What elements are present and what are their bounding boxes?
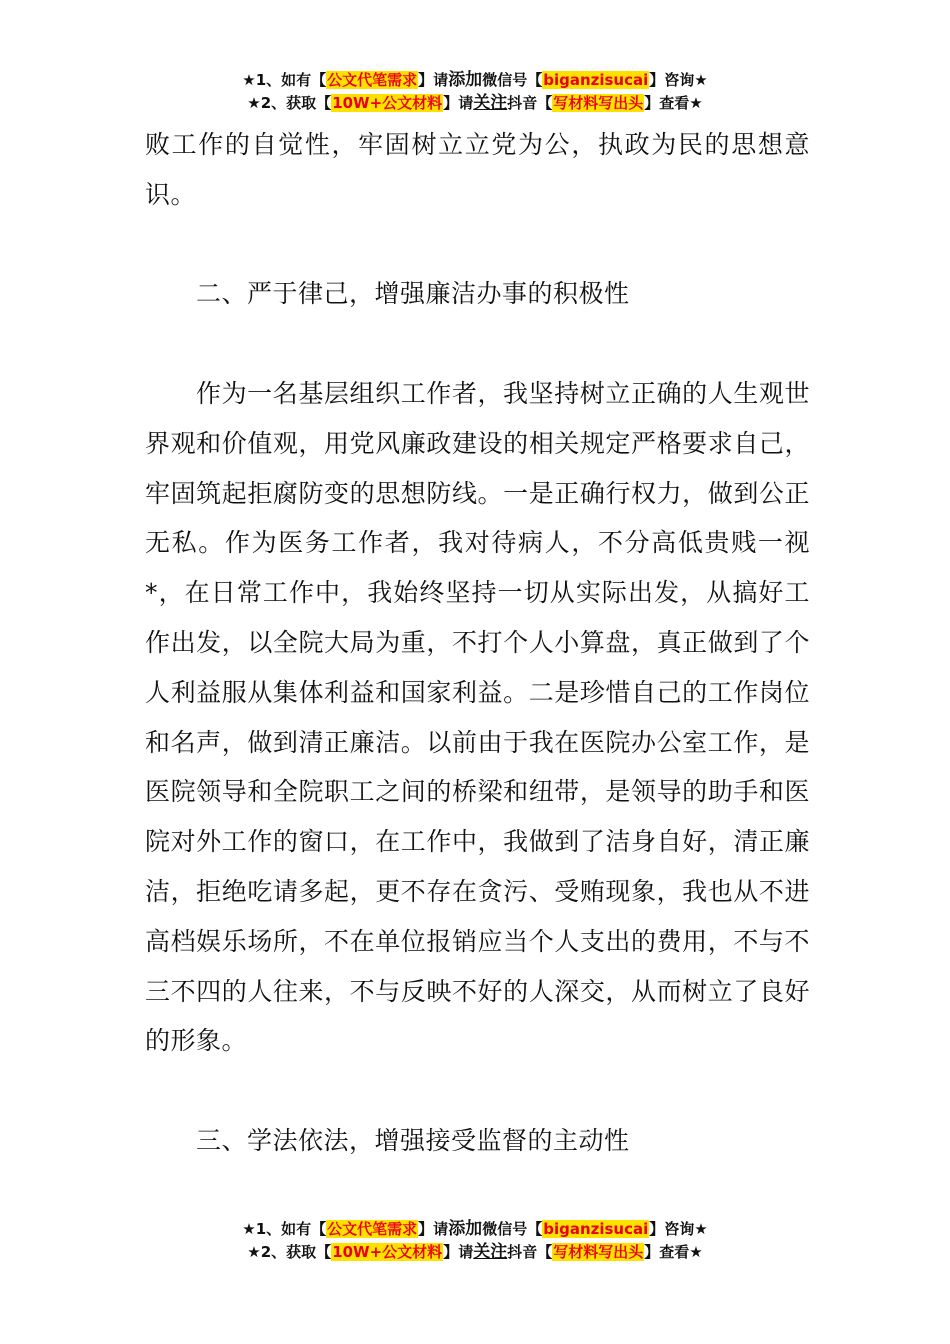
- banner-text: 抖音【: [507, 94, 553, 112]
- banner-text: 】查看★: [644, 94, 703, 112]
- banner-text: 】咨询★: [649, 71, 708, 89]
- banner-text: 微信号【: [482, 1220, 543, 1238]
- paragraph-spacer: [145, 220, 810, 270]
- banner-text: 】请: [418, 1220, 449, 1238]
- banner-line-1: [0, 1218, 950, 1241]
- banner-text: ★2、获取【: [247, 1243, 332, 1261]
- body-paragraph: 作为一名基层组织工作者，我坚持树立正确的人生观世界观和价值观，用党风廉政建设的相关规定严格要求自己，牢固筑起拒腐防变的思想防线。一是正确行权力，做到公正无私。作为医务工作者，我对待病人，不分高低贵贱一视*，在日常工作中，我始终坚持一切从实际出发，从搞好工作出发，以全院大局为重，不打个人小算盘，真正做到了个人利益服从集体利益和国家利益。二是珍惜自己的工作岗位和名声，做到清正廉洁。以前由于我在医院办公室工作，是医院领导和全院职工之间的桥梁和纽带，是领导的助手和医院对外工作的窗口，在工作中，我做到了洁身自好，清正廉洁，拒绝吃请多起，更不存在贪污、受贿现象，我也从不进高档娱乐场所，不在单位报销应当个人支出的费用，不与不三不四的人往来，不与反映不好的人深交，从而树立了良好的形象。: [145, 378, 810, 1056]
- banner-highlight: 写材料写出头: [553, 1243, 644, 1261]
- banner-highlight: 公文代笔需求: [327, 71, 418, 89]
- banner-text: 】请: [443, 94, 474, 112]
- paragraph-spacer: [145, 1066, 810, 1116]
- banner-text: ★1、如有【: [242, 71, 327, 89]
- banner-highlight: 写材料写出头: [553, 94, 644, 112]
- banner-text: ★2、获取【: [247, 94, 332, 112]
- banner-line-2: [0, 1241, 950, 1264]
- banner-text: 】请: [443, 1243, 474, 1261]
- banner-text: 抖音【: [507, 1243, 553, 1261]
- section-heading: 三、学法依法，增强接受监督的主动性: [196, 1125, 630, 1155]
- document-body: [145, 120, 810, 1166]
- banner-emphasis: 添加: [448, 70, 483, 90]
- paragraph-spacer: [145, 319, 810, 369]
- section-heading: 二、严于律己，增强廉洁办事的积极性: [196, 279, 630, 309]
- banner-emphasis: 关注: [473, 1242, 508, 1262]
- banner-emphasis: 添加: [448, 1219, 483, 1239]
- banner-emphasis: 关注: [473, 93, 508, 113]
- footer-banner: [0, 1218, 950, 1264]
- banner-highlight: biganzisucai: [543, 71, 649, 89]
- banner-text: ★1、如有【: [242, 1220, 327, 1238]
- banner-highlight: biganzisucai: [543, 1220, 649, 1238]
- banner-text: 】查看★: [644, 1243, 703, 1261]
- banner-highlight: 10W+公文材料: [332, 1243, 443, 1261]
- banner-text: 微信号【: [482, 71, 543, 89]
- banner-line-2: [0, 92, 950, 115]
- banner-text: 】请: [418, 71, 449, 89]
- banner-highlight: 公文代笔需求: [327, 1220, 418, 1238]
- banner-text: 】咨询★: [649, 1220, 708, 1238]
- header-banner: [0, 69, 950, 115]
- continuation-paragraph: 败工作的自觉性，牢固树立立党为公，执政为民的思想意识。: [145, 130, 810, 209]
- banner-highlight: 10W+公文材料: [332, 94, 443, 112]
- banner-line-1: [0, 69, 950, 92]
